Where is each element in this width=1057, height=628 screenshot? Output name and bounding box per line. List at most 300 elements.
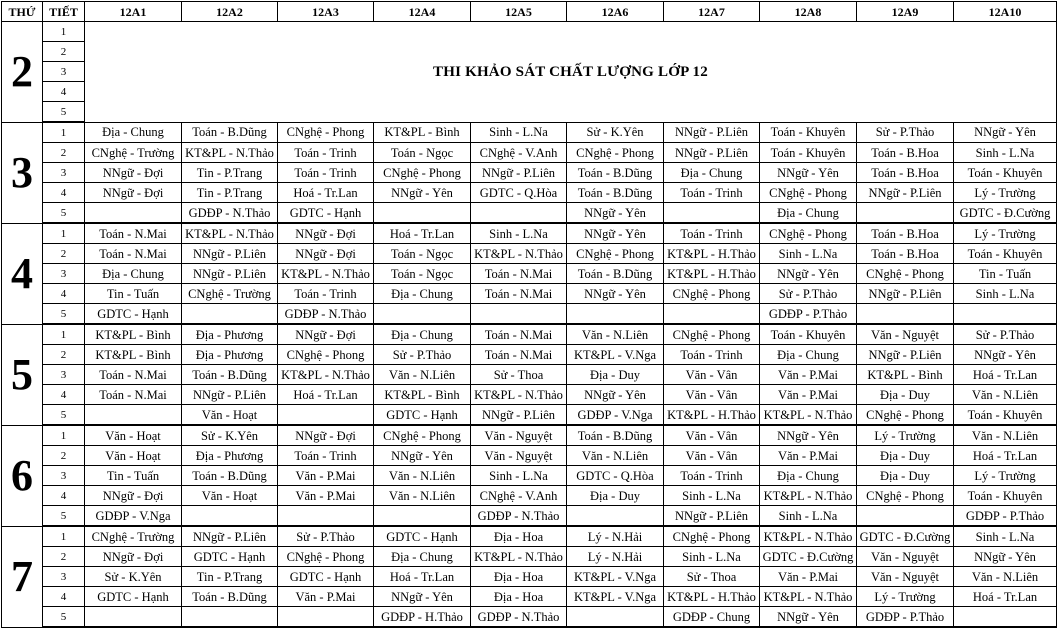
lesson-cell: Địa - Phương — [182, 446, 278, 466]
lesson-cell: Sinh - L.Na — [664, 547, 760, 567]
lesson-cell: Sử - K.Yên — [85, 567, 182, 587]
day-number: 6 — [2, 425, 43, 526]
day-number: 7 — [2, 526, 43, 627]
lesson-cell: CNghệ - Phong — [664, 324, 760, 345]
lesson-cell: Lý - N.Hải — [567, 526, 664, 547]
lesson-cell: GDĐP - P.Thảo — [954, 506, 1057, 527]
period-row — [2, 22, 1057, 42]
lesson-cell: NNgữ - Yên — [954, 547, 1057, 567]
period-row — [2, 264, 1057, 284]
lesson-cell: KT&PL - Bình — [374, 385, 471, 405]
class-header: 12A4 — [374, 2, 471, 22]
lesson-cell: Toán - Trinh — [278, 284, 374, 304]
lesson-cell: CNghệ - Phong — [374, 425, 471, 446]
lesson-cell: Văn - Nguyệt — [857, 567, 954, 587]
lesson-cell: Toán - B.Dũng — [182, 365, 278, 385]
period-row — [2, 122, 1057, 143]
lesson-cell: NNgữ - Yên — [760, 264, 857, 284]
lesson-cell: Tin - Tuấn — [85, 284, 182, 304]
lesson-cell: GDTC - Hạnh — [278, 567, 374, 587]
lesson-cell: Văn - P.Mai — [278, 486, 374, 506]
lesson-cell: KT&PL - Bình — [85, 324, 182, 345]
lesson-cell: Toán - Khuyên — [954, 486, 1057, 506]
period-number: 1 — [43, 122, 85, 143]
lesson-cell: GDĐP - N.Thảo — [278, 304, 374, 325]
lesson-cell: Sử - K.Yên — [567, 122, 664, 143]
period-number: 4 — [43, 82, 85, 102]
lesson-cell: Địa - Chung — [374, 547, 471, 567]
period-number: 2 — [43, 42, 85, 62]
period-number: 3 — [43, 264, 85, 284]
lesson-cell: CNghệ - Phong — [857, 264, 954, 284]
lesson-cell: NNgữ - P.Liên — [857, 284, 954, 304]
period-row — [2, 284, 1057, 304]
timetable — [1, 1, 1057, 628]
lesson-cell: NNgữ - P.Liên — [182, 264, 278, 284]
lesson-cell: KT&PL - N.Thảo — [471, 244, 567, 264]
lesson-cell: Lý - Trường — [857, 425, 954, 446]
period-number: 1 — [43, 223, 85, 244]
lesson-cell: KT&PL - N.Thảo — [760, 526, 857, 547]
lesson-cell: Địa - Chung — [85, 122, 182, 143]
lesson-cell: Văn - N.Liên — [567, 324, 664, 345]
period-number: 4 — [43, 385, 85, 405]
lesson-cell — [85, 405, 182, 426]
lesson-cell: GDTC - Q.Hòa — [567, 466, 664, 486]
period-row — [2, 486, 1057, 506]
period-number: 3 — [43, 163, 85, 183]
period-row — [2, 183, 1057, 203]
lesson-cell: CNghệ - Phong — [664, 526, 760, 547]
lesson-cell: Lý - Trường — [954, 223, 1057, 244]
lesson-cell: Toán - N.Mai — [85, 365, 182, 385]
class-header: 12A6 — [567, 2, 664, 22]
period-row — [2, 425, 1057, 446]
lesson-cell: KT&PL - H.Thảo — [664, 264, 760, 284]
lesson-cell: Sử - Thoa — [471, 365, 567, 385]
lesson-cell — [471, 304, 567, 325]
lesson-cell: NNgữ - P.Liên — [182, 526, 278, 547]
lesson-cell — [374, 506, 471, 527]
lesson-cell: Địa - Chung — [85, 264, 182, 284]
period-number: 3 — [43, 466, 85, 486]
lesson-cell: Toán - Khuyên — [954, 244, 1057, 264]
lesson-cell: GDTC - Hạnh — [374, 526, 471, 547]
lesson-cell: NNgữ - Yên — [567, 385, 664, 405]
lesson-cell: Sử - Thoa — [664, 567, 760, 587]
lesson-cell: Toán - Trinh — [664, 345, 760, 365]
lesson-cell: Lý - Trường — [857, 587, 954, 607]
lesson-cell: Hoá - Tr.Lan — [954, 446, 1057, 466]
lesson-cell: Toán - B.Dũng — [182, 466, 278, 486]
period-number: 5 — [43, 102, 85, 123]
lesson-cell: Địa - Hoa — [471, 526, 567, 547]
lesson-cell: Toán - B.Dũng — [567, 425, 664, 446]
lesson-cell: Địa - Hoa — [471, 567, 567, 587]
lesson-cell: Địa - Duy — [857, 385, 954, 405]
lesson-cell: Toán - Khuyên — [954, 405, 1057, 426]
period-number: 2 — [43, 446, 85, 466]
period-number: 3 — [43, 567, 85, 587]
class-header: 12A10 — [954, 2, 1057, 22]
lesson-cell: GDĐP - P.Thảo — [760, 304, 857, 325]
header-row — [2, 2, 1057, 22]
lesson-cell: Địa - Chung — [760, 203, 857, 224]
lesson-cell: CNghệ - Phong — [374, 163, 471, 183]
lesson-cell: Văn - P.Mai — [278, 587, 374, 607]
lesson-cell: Toán - Trinh — [664, 183, 760, 203]
lesson-cell: NNgữ - P.Liên — [857, 183, 954, 203]
lesson-cell: NNgữ - Đợi — [85, 163, 182, 183]
period-row — [2, 405, 1057, 426]
lesson-cell: Toán - Trinh — [664, 223, 760, 244]
lesson-cell: Văn - P.Mai — [760, 567, 857, 587]
lesson-cell: Tin - Tuấn — [954, 264, 1057, 284]
lesson-cell: NNgữ - P.Liên — [664, 122, 760, 143]
lesson-cell: CNghệ - Phong — [278, 345, 374, 365]
lesson-cell — [664, 304, 760, 325]
lesson-cell: Toán - B.Dũng — [567, 264, 664, 284]
timetable-body — [2, 22, 1057, 628]
lesson-cell: NNgữ - Đợi — [85, 547, 182, 567]
lesson-cell: Văn - N.Liên — [954, 567, 1057, 587]
lesson-cell: GDTC - Đ.Cường — [857, 526, 954, 547]
lesson-cell: GDĐP - N.Thảo — [471, 506, 567, 527]
lesson-cell: Sử - P.Thảo — [954, 324, 1057, 345]
lesson-cell: CNghệ - Phong — [567, 143, 664, 163]
period-row — [2, 385, 1057, 405]
lesson-cell: Sinh - L.Na — [954, 143, 1057, 163]
lesson-cell: Tin - P.Trang — [182, 183, 278, 203]
lesson-cell: Toán - Ngọc — [374, 244, 471, 264]
lesson-cell: Sinh - L.Na — [954, 284, 1057, 304]
lesson-cell: Sử - P.Thảo — [374, 345, 471, 365]
lesson-cell: Địa - Duy — [567, 365, 664, 385]
lesson-cell: KT&PL - N.Thảo — [471, 385, 567, 405]
lesson-cell: CNghệ - Phong — [760, 183, 857, 203]
period-row — [2, 365, 1057, 385]
day-number: 3 — [2, 122, 43, 223]
lesson-cell — [278, 405, 374, 426]
lesson-cell: CNghệ - Trường — [85, 143, 182, 163]
lesson-cell: Văn - Vân — [664, 365, 760, 385]
lesson-cell: KT&PL - N.Thảo — [278, 365, 374, 385]
period-number: 5 — [43, 607, 85, 628]
period-row — [2, 466, 1057, 486]
lesson-cell: Sử - K.Yên — [182, 425, 278, 446]
lesson-cell — [85, 203, 182, 224]
lesson-cell: Toán - Ngọc — [374, 264, 471, 284]
lesson-cell: Hoá - Tr.Lan — [374, 567, 471, 587]
lesson-cell: CNghệ - V.Anh — [471, 143, 567, 163]
period-number: 4 — [43, 587, 85, 607]
lesson-cell: NNgữ - Yên — [374, 587, 471, 607]
lesson-cell: Toán - N.Mai — [85, 385, 182, 405]
period-number: 4 — [43, 183, 85, 203]
lesson-cell: Văn - N.Liên — [567, 446, 664, 466]
lesson-cell: Văn - Hoạt — [85, 425, 182, 446]
lesson-cell — [471, 203, 567, 224]
period-number: 2 — [43, 547, 85, 567]
lesson-cell: NNgữ - Đợi — [85, 486, 182, 506]
period-number: 5 — [43, 304, 85, 325]
lesson-cell: GDĐP - N.Thảo — [182, 203, 278, 224]
lesson-cell — [278, 506, 374, 527]
lesson-cell: NNgữ - Yên — [760, 425, 857, 446]
period-number: 1 — [43, 425, 85, 446]
lesson-cell: Hoá - Tr.Lan — [374, 223, 471, 244]
lesson-cell: NNgữ - Đợi — [278, 324, 374, 345]
lesson-cell: Toán - Trinh — [278, 143, 374, 163]
lesson-cell: Tin - P.Trang — [182, 163, 278, 183]
class-header: 12A3 — [278, 2, 374, 22]
period-row — [2, 304, 1057, 325]
lesson-cell: KT&PL - V.Nga — [567, 587, 664, 607]
lesson-cell: Toán - Trinh — [278, 446, 374, 466]
lesson-cell: Toán - N.Mai — [471, 284, 567, 304]
period-row — [2, 345, 1057, 365]
lesson-cell: Địa - Duy — [567, 486, 664, 506]
lesson-cell: Toán - N.Mai — [471, 324, 567, 345]
lesson-cell: Sinh - L.Na — [760, 506, 857, 527]
lesson-cell: NNgữ - P.Liên — [182, 244, 278, 264]
period-row — [2, 607, 1057, 628]
lesson-cell: CNghệ - V.Anh — [471, 486, 567, 506]
lesson-cell: Toán - B.Dũng — [182, 587, 278, 607]
lesson-cell — [567, 607, 664, 628]
lesson-cell: Toán - Trinh — [664, 466, 760, 486]
lesson-cell: Lý - Trường — [954, 466, 1057, 486]
lesson-cell: NNgữ - Yên — [954, 345, 1057, 365]
lesson-cell: Văn - N.Liên — [954, 385, 1057, 405]
lesson-cell: Sinh - L.Na — [471, 122, 567, 143]
lesson-cell: GDĐP - V.Nga — [85, 506, 182, 527]
lesson-cell: CNghệ - Phong — [567, 244, 664, 264]
lesson-cell — [278, 607, 374, 628]
period-number: 2 — [43, 143, 85, 163]
lesson-cell: CNghệ - Phong — [857, 405, 954, 426]
lesson-cell: Toán - B.Dũng — [567, 163, 664, 183]
lesson-cell: Địa - Chung — [374, 284, 471, 304]
lesson-cell — [857, 506, 954, 527]
period-row — [2, 526, 1057, 547]
lesson-cell: Hoá - Tr.Lan — [278, 385, 374, 405]
lesson-cell: GDĐP - P.Thảo — [857, 607, 954, 628]
lesson-cell: NNgữ - Yên — [760, 607, 857, 628]
lesson-cell: Văn - Hoạt — [182, 405, 278, 426]
lesson-cell: Sinh - L.Na — [471, 466, 567, 486]
period-number: 5 — [43, 405, 85, 426]
day-number: 5 — [2, 324, 43, 425]
lesson-cell — [374, 304, 471, 325]
period-column-header: TIẾT — [43, 2, 85, 22]
class-header: 12A1 — [85, 2, 182, 22]
lesson-cell: Văn - N.Liên — [374, 365, 471, 385]
lesson-cell: Toán - B.Hoa — [857, 244, 954, 264]
lesson-cell: Địa - Chung — [760, 466, 857, 486]
lesson-cell: Sinh - L.Na — [471, 223, 567, 244]
lesson-cell: CNghệ - Trường — [182, 284, 278, 304]
lesson-cell: Toán - B.Hoa — [857, 143, 954, 163]
lesson-cell: NNgữ - P.Liên — [471, 405, 567, 426]
lesson-cell: Toán - N.Mai — [471, 345, 567, 365]
lesson-cell: KT&PL - V.Nga — [567, 567, 664, 587]
lesson-cell — [664, 203, 760, 224]
lesson-cell: Địa - Chung — [760, 345, 857, 365]
lesson-cell: Văn - P.Mai — [760, 365, 857, 385]
lesson-cell — [182, 607, 278, 628]
lesson-cell: Toán - Trinh — [278, 163, 374, 183]
period-number: 5 — [43, 506, 85, 527]
lesson-cell: GDTC - Hạnh — [85, 304, 182, 325]
period-row — [2, 587, 1057, 607]
lesson-cell: KT&PL - N.Thảo — [760, 587, 857, 607]
lesson-cell — [954, 607, 1057, 628]
exam-banner: THI KHẢO SÁT CHẤT LƯỢNG LỚP 12 — [85, 22, 1057, 123]
lesson-cell: NNgữ - P.Liên — [471, 163, 567, 183]
lesson-cell: CNghệ - Phong — [664, 284, 760, 304]
lesson-cell: Văn - P.Mai — [760, 385, 857, 405]
lesson-cell: Toán - N.Mai — [85, 244, 182, 264]
lesson-cell: Toán - Ngọc — [374, 143, 471, 163]
lesson-cell: KT&PL - V.Nga — [567, 345, 664, 365]
lesson-cell: CNghệ - Phong — [278, 122, 374, 143]
lesson-cell: Toán - N.Mai — [85, 223, 182, 244]
lesson-cell: Văn - N.Liên — [954, 425, 1057, 446]
lesson-cell: KT&PL - N.Thảo — [471, 547, 567, 567]
day-column-header: THỨ — [2, 2, 43, 22]
lesson-cell: KT&PL - N.Thảo — [278, 264, 374, 284]
day-number: 2 — [2, 22, 43, 123]
lesson-cell: Toán - N.Mai — [471, 264, 567, 284]
period-number: 4 — [43, 486, 85, 506]
lesson-cell: Tin - P.Trang — [182, 567, 278, 587]
lesson-cell: NNgữ - Yên — [954, 122, 1057, 143]
lesson-cell: Lý - Trường — [954, 183, 1057, 203]
lesson-cell: Văn - Nguyệt — [471, 446, 567, 466]
lesson-cell: NNgữ - Yên — [567, 203, 664, 224]
lesson-cell — [567, 304, 664, 325]
period-row — [2, 506, 1057, 527]
lesson-cell: NNgữ - Yên — [567, 223, 664, 244]
class-header: 12A7 — [664, 2, 760, 22]
lesson-cell: Địa - Duy — [857, 466, 954, 486]
lesson-cell: CNghệ - Phong — [278, 547, 374, 567]
lesson-cell: KT&PL - Bình — [857, 365, 954, 385]
period-row — [2, 203, 1057, 224]
lesson-cell: NNgữ - Yên — [374, 446, 471, 466]
lesson-cell: Sinh - L.Na — [954, 526, 1057, 547]
lesson-cell: CNghệ - Trường — [85, 526, 182, 547]
lesson-cell: Toán - Khuyên — [760, 122, 857, 143]
lesson-cell — [182, 304, 278, 325]
lesson-cell — [182, 506, 278, 527]
lesson-cell: CNghệ - Phong — [760, 223, 857, 244]
lesson-cell: Hoá - Tr.Lan — [954, 587, 1057, 607]
lesson-cell: Toán - Khuyên — [760, 143, 857, 163]
lesson-cell: NNgữ - Đợi — [85, 183, 182, 203]
lesson-cell: Địa - Hoa — [471, 587, 567, 607]
lesson-cell: Văn - Vân — [664, 385, 760, 405]
lesson-cell: Địa - Duy — [857, 446, 954, 466]
lesson-cell: KT&PL - N.Thảo — [760, 486, 857, 506]
lesson-cell: GDĐP - Chung — [664, 607, 760, 628]
lesson-cell: Lý - N.Hải — [567, 547, 664, 567]
lesson-cell: CNghệ - Phong — [857, 486, 954, 506]
lesson-cell: Sử - P.Thảo — [278, 526, 374, 547]
lesson-cell: Hoá - Tr.Lan — [278, 183, 374, 203]
lesson-cell: NNgữ - Đợi — [278, 425, 374, 446]
lesson-cell: NNgữ - Đợi — [278, 244, 374, 264]
lesson-cell: KT&PL - H.Thảo — [664, 405, 760, 426]
lesson-cell: Văn - Hoạt — [85, 446, 182, 466]
period-number: 3 — [43, 62, 85, 82]
lesson-cell: Địa - Chung — [374, 324, 471, 345]
lesson-cell: KT&PL - H.Thảo — [664, 244, 760, 264]
lesson-cell: Sinh - L.Na — [664, 486, 760, 506]
lesson-cell: Văn - P.Mai — [278, 466, 374, 486]
period-number: 2 — [43, 244, 85, 264]
period-row — [2, 163, 1057, 183]
period-row — [2, 446, 1057, 466]
lesson-cell: GDĐP - N.Thảo — [471, 607, 567, 628]
lesson-cell: Địa - Phương — [182, 324, 278, 345]
lesson-cell: Tin - Tuấn — [85, 466, 182, 486]
class-header: 12A8 — [760, 2, 857, 22]
lesson-cell: Văn - Hoạt — [182, 486, 278, 506]
lesson-cell: GDTC - Hạnh — [182, 547, 278, 567]
period-number: 4 — [43, 284, 85, 304]
lesson-cell: Sử - P.Thảo — [857, 122, 954, 143]
lesson-cell: Văn - Vân — [664, 446, 760, 466]
lesson-cell: KT&PL - H.Thảo — [664, 587, 760, 607]
lesson-cell: GDĐP - H.Thảo — [374, 607, 471, 628]
period-number: 1 — [43, 324, 85, 345]
class-header: 12A2 — [182, 2, 278, 22]
period-number: 1 — [43, 22, 85, 42]
period-number: 2 — [43, 345, 85, 365]
lesson-cell: Toán - B.Dũng — [567, 183, 664, 203]
lesson-cell: GDTC - Hạnh — [85, 587, 182, 607]
lesson-cell: Toán - B.Hoa — [857, 163, 954, 183]
lesson-cell: Văn - Nguyệt — [471, 425, 567, 446]
lesson-cell: NNgữ - P.Liên — [857, 345, 954, 365]
period-row — [2, 143, 1057, 163]
lesson-cell: Toán - B.Hoa — [857, 223, 954, 244]
lesson-cell: GDTC - Q.Hòa — [471, 183, 567, 203]
lesson-cell: GDTC - Hạnh — [374, 405, 471, 426]
period-number: 5 — [43, 203, 85, 224]
lesson-cell: Toán - B.Dũng — [182, 122, 278, 143]
lesson-cell: Văn - P.Mai — [760, 446, 857, 466]
lesson-cell: Văn - Nguyệt — [857, 324, 954, 345]
period-number: 3 — [43, 365, 85, 385]
period-row — [2, 567, 1057, 587]
lesson-cell: KT&PL - N.Thảo — [182, 143, 278, 163]
lesson-cell: Địa - Chung — [664, 163, 760, 183]
period-row — [2, 223, 1057, 244]
lesson-cell: KT&PL - N.Thảo — [182, 223, 278, 244]
lesson-cell: Sử - P.Thảo — [760, 284, 857, 304]
period-row — [2, 547, 1057, 567]
lesson-cell: KT&PL - N.Thảo — [760, 405, 857, 426]
lesson-cell: NNgữ - Yên — [567, 284, 664, 304]
class-header: 12A9 — [857, 2, 954, 22]
lesson-cell: GDTC - Đ.Cường — [760, 547, 857, 567]
lesson-cell: Văn - N.Liên — [374, 486, 471, 506]
day-number: 4 — [2, 223, 43, 324]
lesson-cell: Sinh - L.Na — [760, 244, 857, 264]
